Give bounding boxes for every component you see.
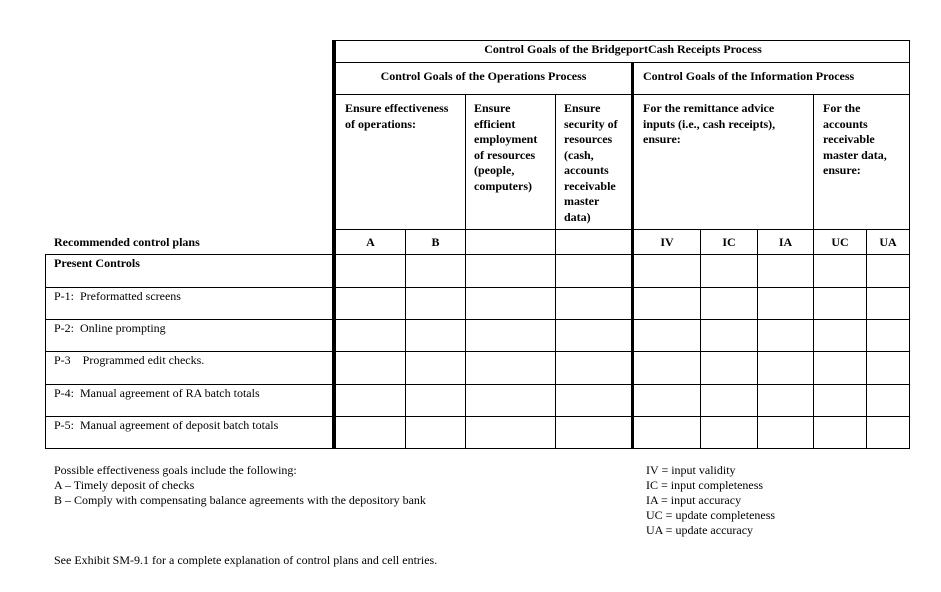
control-row-p3: P-3 Programmed edit checks.	[54, 353, 205, 367]
see-exhibit-note: See Exhibit SM-9.1 for a complete explanation of control plans and cell entries.	[54, 553, 438, 567]
control-row-p5: P-5: Manual agreement of deposit batch totals	[54, 418, 279, 432]
control-row-p4: P-4: Manual agreement of RA batch totals	[54, 386, 260, 400]
col-header-security: Ensure security of resources (cash, accounts receivable master data)	[564, 101, 618, 224]
sub-label-b: B	[431, 235, 440, 249]
table-title: Control Goals of the BridgeportCash Receipts Process	[484, 42, 762, 56]
control-row-p2: P-2: Online prompting	[54, 321, 166, 335]
present-controls-label: Present Controls	[54, 256, 140, 270]
sub-label-ic: IC	[722, 235, 736, 249]
col-header-efficient: Ensure efficient employment of resources (people, computers)	[474, 101, 538, 193]
sub-label-iv: IV	[660, 235, 674, 249]
col-header-effectiveness: Ensure effectiveness of operations:	[345, 101, 449, 131]
control-row-p1: P-1: Preformatted screens	[54, 289, 181, 303]
sub-label-a: A	[366, 235, 375, 249]
sub-label-uc: UC	[831, 235, 849, 249]
sub-label-ua: UA	[879, 235, 897, 249]
effectiveness-goals-note: Possible effectiveness goals include the following: A – Timely deposit of checks B – Comply with compensating balance agreements with the depository bank	[54, 463, 426, 507]
recommended-control-plans-label: Recommended control plans	[54, 235, 200, 249]
col-header-remittance: For the remittance advice inputs (i.e., cash receipts), ensure:	[643, 101, 776, 146]
abbreviation-legend: IV = input validity IC = input completeness IA = input accuracy UC = update completeness UA = update accuracy	[646, 463, 776, 537]
sub-label-ia: IA	[778, 235, 793, 249]
information-process-header: Control Goals of the Information Process	[643, 69, 855, 83]
col-header-accounts: For the accounts receivable master data, ensure:	[823, 101, 887, 177]
operations-process-header: Control Goals of the Operations Process	[380, 69, 587, 83]
